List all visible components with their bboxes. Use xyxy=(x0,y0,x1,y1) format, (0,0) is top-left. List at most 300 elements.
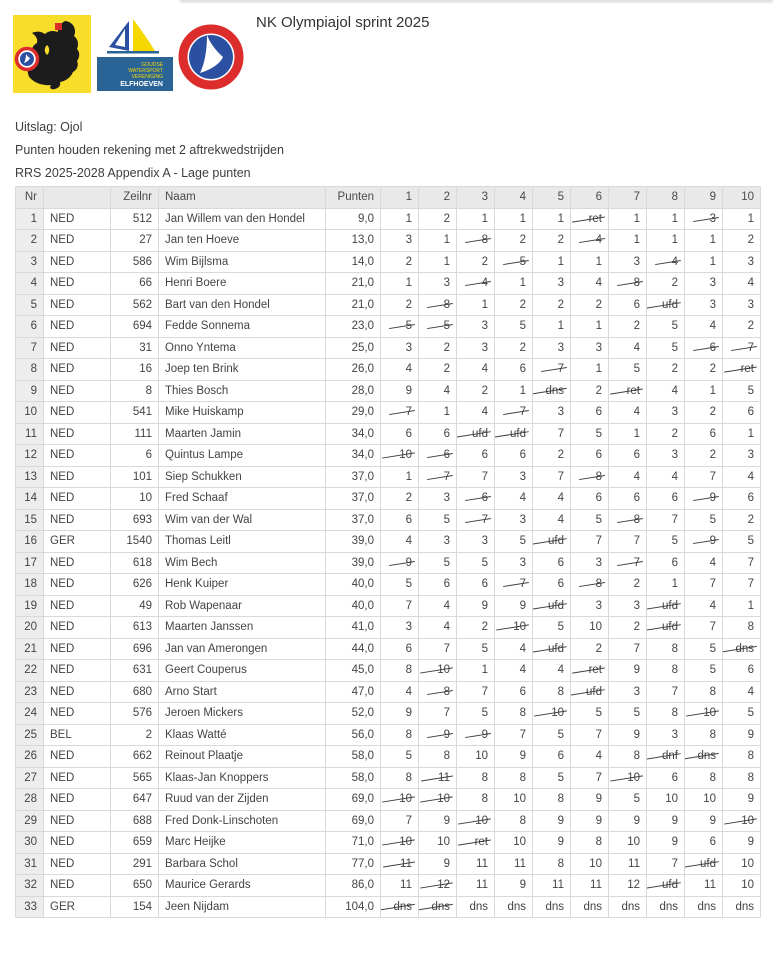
cell-country: NED xyxy=(44,681,111,703)
score: 6 xyxy=(481,578,488,591)
cell-race-score xyxy=(381,875,419,897)
cell-rank: 15 xyxy=(16,509,44,531)
cell-race-score xyxy=(571,875,609,897)
cell-race-score xyxy=(571,531,609,553)
cell-rank: 20 xyxy=(16,617,44,639)
cell-rank: 5 xyxy=(16,294,44,316)
score: 6 xyxy=(519,363,526,376)
score: 2 xyxy=(595,384,602,397)
cell-race-score xyxy=(457,337,495,359)
score: 1 xyxy=(557,212,564,225)
cell-race-score xyxy=(533,552,571,574)
cell-race-score xyxy=(685,316,723,338)
cell-race-score xyxy=(571,316,609,338)
score: 6 xyxy=(671,492,678,505)
score: 11 xyxy=(552,879,564,892)
cell-name: Henri Boere xyxy=(159,273,326,295)
table-row xyxy=(16,402,761,424)
cell-race-score xyxy=(609,660,647,682)
cell-race-score xyxy=(457,552,495,574)
cell-race-score xyxy=(723,617,761,639)
cell-race-score xyxy=(533,617,571,639)
score: 2 xyxy=(633,621,640,634)
discarded-score: dns xyxy=(735,642,754,655)
score: 1 xyxy=(443,234,450,247)
score: 1 xyxy=(405,277,412,290)
cell-race-score xyxy=(381,789,419,811)
score: 5 xyxy=(481,707,488,720)
table-row xyxy=(16,273,761,295)
score: 6 xyxy=(747,664,754,677)
cell-race-score xyxy=(685,466,723,488)
cell-points: 56,0 xyxy=(326,724,381,746)
cell-points: 44,0 xyxy=(326,638,381,660)
cell-race-score xyxy=(495,380,533,402)
cell-race-score xyxy=(571,617,609,639)
cell-name: Mike Huiskamp xyxy=(159,402,326,424)
cell-race-score xyxy=(647,681,685,703)
cell-race-score xyxy=(647,896,685,918)
table-row xyxy=(16,294,761,316)
cell-race-score xyxy=(571,896,609,918)
score: 6 xyxy=(443,427,450,440)
cell-race-score xyxy=(609,767,647,789)
cell-country: BEL xyxy=(44,724,111,746)
cell-country: GER xyxy=(44,896,111,918)
score: 8 xyxy=(519,771,526,784)
score: 6 xyxy=(481,449,488,462)
table-row xyxy=(16,660,761,682)
cell-race-score xyxy=(419,595,457,617)
discarded-score: 11 xyxy=(400,857,412,870)
score: 8 xyxy=(747,750,754,763)
table-row xyxy=(16,251,761,273)
cell-country: NED xyxy=(44,746,111,768)
score: 2 xyxy=(481,384,488,397)
cell-race-score xyxy=(457,273,495,295)
discarded-score: 10 xyxy=(513,621,526,634)
score: 4 xyxy=(747,470,754,483)
cell-race-score xyxy=(457,488,495,510)
cell-name: Fred Schaaf xyxy=(159,488,326,510)
cell-race-score xyxy=(533,294,571,316)
score: 4 xyxy=(709,320,716,333)
cell-race-score xyxy=(533,703,571,725)
cell-race-score xyxy=(723,488,761,510)
table-row xyxy=(16,832,761,854)
score: 6 xyxy=(633,492,640,505)
score: 5 xyxy=(595,707,602,720)
cell-sailnumber: 693 xyxy=(111,509,159,531)
score: 3 xyxy=(671,728,678,741)
cell-rank: 22 xyxy=(16,660,44,682)
score: 3 xyxy=(443,277,450,290)
score: 6 xyxy=(747,492,754,505)
cell-race-score xyxy=(571,810,609,832)
cell-race-score xyxy=(419,531,457,553)
cell-race-score xyxy=(685,810,723,832)
cell-race-score xyxy=(647,789,685,811)
cell-points: 40,0 xyxy=(326,595,381,617)
cell-race-score xyxy=(457,509,495,531)
header-race-7: 7 xyxy=(609,187,647,209)
cell-race-score xyxy=(495,789,533,811)
cell-rank: 3 xyxy=(16,251,44,273)
score: dns xyxy=(545,900,564,913)
cell-sailnumber: 688 xyxy=(111,810,159,832)
cell-race-score xyxy=(495,316,533,338)
cell-country: NED xyxy=(44,423,111,445)
cell-race-score xyxy=(685,832,723,854)
header-race-4: 4 xyxy=(495,187,533,209)
cell-race-score xyxy=(495,294,533,316)
score: 8 xyxy=(709,771,716,784)
score: 7 xyxy=(557,470,564,483)
cell-race-score xyxy=(723,703,761,725)
score: 6 xyxy=(595,492,602,505)
cell-name: Barbara Schol xyxy=(159,853,326,875)
score: 8 xyxy=(747,771,754,784)
results-table xyxy=(15,186,761,918)
cell-race-score xyxy=(647,273,685,295)
score: 9 xyxy=(557,814,564,827)
cell-name: Onno Yntema xyxy=(159,337,326,359)
cell-race-score xyxy=(685,552,723,574)
cell-name: Wim van der Wal xyxy=(159,509,326,531)
cell-race-score xyxy=(685,208,723,230)
score: dns xyxy=(469,900,488,913)
score: 8 xyxy=(405,664,412,677)
score: 6 xyxy=(633,449,640,462)
score: 3 xyxy=(443,492,450,505)
cell-race-score xyxy=(571,681,609,703)
cell-race-score xyxy=(609,853,647,875)
score: 5 xyxy=(671,341,678,354)
cell-race-score xyxy=(647,230,685,252)
cell-name: Maarten Janssen xyxy=(159,617,326,639)
score: 7 xyxy=(557,427,564,440)
score: 2 xyxy=(519,298,526,311)
cell-rank: 19 xyxy=(16,595,44,617)
cell-race-score xyxy=(571,230,609,252)
table-row xyxy=(16,767,761,789)
cell-race-score xyxy=(381,832,419,854)
score: 5 xyxy=(747,535,754,548)
cell-race-score xyxy=(647,316,685,338)
discarded-score: ufd xyxy=(700,857,716,870)
cell-race-score xyxy=(533,767,571,789)
cell-race-score xyxy=(609,810,647,832)
score: 4 xyxy=(709,556,716,569)
cell-race-score xyxy=(533,875,571,897)
cell-race-score xyxy=(609,402,647,424)
cell-name: Fedde Sonnema xyxy=(159,316,326,338)
score: 2 xyxy=(443,363,450,376)
cell-points: 45,0 xyxy=(326,660,381,682)
cell-rank: 11 xyxy=(16,423,44,445)
svg-text:VERENIGING: VERENIGING xyxy=(131,74,163,80)
discarded-score: 8 xyxy=(481,234,488,247)
score: 8 xyxy=(747,621,754,634)
cell-race-score xyxy=(609,531,647,553)
score: 3 xyxy=(481,320,488,333)
header-race-9: 9 xyxy=(685,187,723,209)
cell-points: 25,0 xyxy=(326,337,381,359)
cell-race-score xyxy=(571,423,609,445)
cell-race-score xyxy=(533,681,571,703)
discarded-score: ufd xyxy=(548,535,564,548)
cell-race-score xyxy=(419,380,457,402)
cell-race-score xyxy=(685,875,723,897)
score: 9 xyxy=(595,793,602,806)
discarded-score: 7 xyxy=(519,578,526,591)
header-sailnumber: Zeilnr xyxy=(111,187,159,209)
cell-race-score xyxy=(723,423,761,445)
cell-race-score xyxy=(457,359,495,381)
score: 3 xyxy=(405,621,412,634)
cell-race-score xyxy=(571,660,609,682)
cell-points: 47,0 xyxy=(326,681,381,703)
score: 9 xyxy=(747,728,754,741)
discarded-score: ufd xyxy=(662,879,678,892)
cell-rank: 21 xyxy=(16,638,44,660)
cell-race-score xyxy=(647,767,685,789)
cell-race-score xyxy=(381,337,419,359)
header-race-10: 10 xyxy=(723,187,761,209)
score: 1 xyxy=(519,212,526,225)
header-country xyxy=(44,187,111,209)
score: 11 xyxy=(590,879,602,892)
score: 1 xyxy=(595,255,602,268)
score: 3 xyxy=(557,277,564,290)
cell-race-score xyxy=(419,810,457,832)
cell-sailnumber: 565 xyxy=(111,767,159,789)
cell-race-score xyxy=(419,789,457,811)
cell-race-score xyxy=(381,423,419,445)
table-row xyxy=(16,896,761,918)
score: 7 xyxy=(747,578,754,591)
cell-race-score xyxy=(457,810,495,832)
cell-race-score xyxy=(495,423,533,445)
score: 4 xyxy=(595,277,602,290)
cell-race-score xyxy=(457,380,495,402)
cell-race-score xyxy=(609,251,647,273)
discarded-score: ufd xyxy=(548,599,564,612)
score: 2 xyxy=(747,320,754,333)
score: 2 xyxy=(671,277,678,290)
cell-race-score xyxy=(685,746,723,768)
cell-race-score xyxy=(381,896,419,918)
cell-race-score xyxy=(457,402,495,424)
cell-race-score xyxy=(495,810,533,832)
cell-points: 34,0 xyxy=(326,445,381,467)
score: 4 xyxy=(405,535,412,548)
cell-race-score xyxy=(571,746,609,768)
cell-race-score xyxy=(495,638,533,660)
cell-sailnumber: 694 xyxy=(111,316,159,338)
score: 9 xyxy=(671,836,678,849)
cell-country: NED xyxy=(44,767,111,789)
cell-race-score xyxy=(533,316,571,338)
score: 10 xyxy=(665,793,678,806)
score: 3 xyxy=(595,341,602,354)
cell-sailnumber: 66 xyxy=(111,273,159,295)
cell-race-score xyxy=(533,230,571,252)
cell-race-score xyxy=(495,273,533,295)
cell-race-score xyxy=(609,638,647,660)
cell-points: 77,0 xyxy=(326,853,381,875)
svg-text:WATERSPORT: WATERSPORT xyxy=(128,68,163,74)
table-row xyxy=(16,703,761,725)
cell-race-score xyxy=(609,875,647,897)
discarded-score: 7 xyxy=(481,513,488,526)
cell-race-score xyxy=(381,509,419,531)
score: 1 xyxy=(671,212,678,225)
cell-race-score xyxy=(647,810,685,832)
score: 4 xyxy=(557,513,564,526)
score: 5 xyxy=(481,556,488,569)
cell-rank: 17 xyxy=(16,552,44,574)
cell-race-score xyxy=(685,638,723,660)
score: 3 xyxy=(633,255,640,268)
cell-race-score xyxy=(381,574,419,596)
score: 10 xyxy=(627,836,640,849)
cell-race-score xyxy=(457,789,495,811)
cell-sailnumber: 16 xyxy=(111,359,159,381)
score: 4 xyxy=(405,363,412,376)
discarded-score: 6 xyxy=(443,449,450,462)
score: 10 xyxy=(741,857,754,870)
cell-race-score xyxy=(647,552,685,574)
cell-race-score xyxy=(457,660,495,682)
score: dns xyxy=(621,900,640,913)
discarded-score: dns xyxy=(431,900,450,913)
cell-race-score xyxy=(495,230,533,252)
gwv-elfhoeven-logo xyxy=(95,17,173,91)
discard-rule-line: Punten houden rekening met 2 aftrekwedstrijden xyxy=(15,143,284,157)
score: 1 xyxy=(633,427,640,440)
cell-race-score xyxy=(609,294,647,316)
score: 1 xyxy=(405,212,412,225)
score: 5 xyxy=(519,535,526,548)
cell-name: Jeen Nijdam xyxy=(159,896,326,918)
score: 6 xyxy=(595,449,602,462)
score: 2 xyxy=(709,363,716,376)
score: 11 xyxy=(514,857,526,870)
results-body xyxy=(16,208,761,918)
cell-race-score xyxy=(685,230,723,252)
score: 1 xyxy=(595,320,602,333)
score: 10 xyxy=(437,836,450,849)
score: 2 xyxy=(519,234,526,247)
cell-race-score xyxy=(685,681,723,703)
cell-points: 58,0 xyxy=(326,767,381,789)
cell-race-score xyxy=(609,445,647,467)
score: 2 xyxy=(405,255,412,268)
cell-race-score xyxy=(571,638,609,660)
cell-country: NED xyxy=(44,875,111,897)
discarded-score: 10 xyxy=(437,793,450,806)
score: 7 xyxy=(443,707,450,720)
discarded-score: 4 xyxy=(671,255,678,268)
score: dns xyxy=(659,900,678,913)
cell-race-score xyxy=(685,251,723,273)
score: 2 xyxy=(671,427,678,440)
cell-points: 104,0 xyxy=(326,896,381,918)
score: 4 xyxy=(633,470,640,483)
cell-race-score xyxy=(647,337,685,359)
cell-rank: 32 xyxy=(16,875,44,897)
score: 7 xyxy=(405,814,412,827)
cell-race-score xyxy=(419,660,457,682)
cell-race-score xyxy=(647,746,685,768)
cell-race-score xyxy=(685,380,723,402)
table-row xyxy=(16,638,761,660)
cell-rank: 18 xyxy=(16,574,44,596)
cell-race-score xyxy=(381,746,419,768)
cell-race-score xyxy=(609,208,647,230)
cell-race-score xyxy=(571,466,609,488)
discarded-score: 7 xyxy=(633,556,640,569)
cell-race-score xyxy=(571,574,609,596)
cell-rank: 16 xyxy=(16,531,44,553)
cell-race-score xyxy=(533,724,571,746)
cell-race-score xyxy=(571,832,609,854)
cell-name: Fred Donk-Linschoten xyxy=(159,810,326,832)
cell-points: 86,0 xyxy=(326,875,381,897)
score: 3 xyxy=(405,234,412,247)
score: 9 xyxy=(405,707,412,720)
discarded-score: ufd xyxy=(472,427,488,440)
cell-race-score xyxy=(723,595,761,617)
cell-race-score xyxy=(419,359,457,381)
score: 1 xyxy=(709,255,716,268)
score: 8 xyxy=(709,685,716,698)
score: 4 xyxy=(481,363,488,376)
cell-race-score xyxy=(533,509,571,531)
cell-race-score xyxy=(723,724,761,746)
score: 2 xyxy=(595,642,602,655)
score: 10 xyxy=(475,750,488,763)
cell-race-score xyxy=(381,294,419,316)
score: 7 xyxy=(671,513,678,526)
discarded-score: 6 xyxy=(481,492,488,505)
score: 2 xyxy=(595,298,602,311)
cell-rank: 31 xyxy=(16,853,44,875)
score: 4 xyxy=(747,685,754,698)
cell-race-score xyxy=(647,380,685,402)
cell-race-score xyxy=(647,595,685,617)
cell-name: Klaas Watté xyxy=(159,724,326,746)
score: 1 xyxy=(633,212,640,225)
header-race-2: 2 xyxy=(419,187,457,209)
score: 4 xyxy=(557,492,564,505)
score: 3 xyxy=(595,599,602,612)
cell-race-score xyxy=(571,402,609,424)
score: 5 xyxy=(557,621,564,634)
score: 4 xyxy=(481,406,488,419)
cell-rank: 10 xyxy=(16,402,44,424)
cell-sailnumber: 626 xyxy=(111,574,159,596)
score: 7 xyxy=(671,857,678,870)
discarded-score: ufd xyxy=(662,621,678,634)
cell-country: NED xyxy=(44,509,111,531)
cell-rank: 6 xyxy=(16,316,44,338)
cell-points: 69,0 xyxy=(326,810,381,832)
score: 1 xyxy=(709,384,716,397)
cell-race-score xyxy=(647,488,685,510)
score: 9 xyxy=(405,384,412,397)
